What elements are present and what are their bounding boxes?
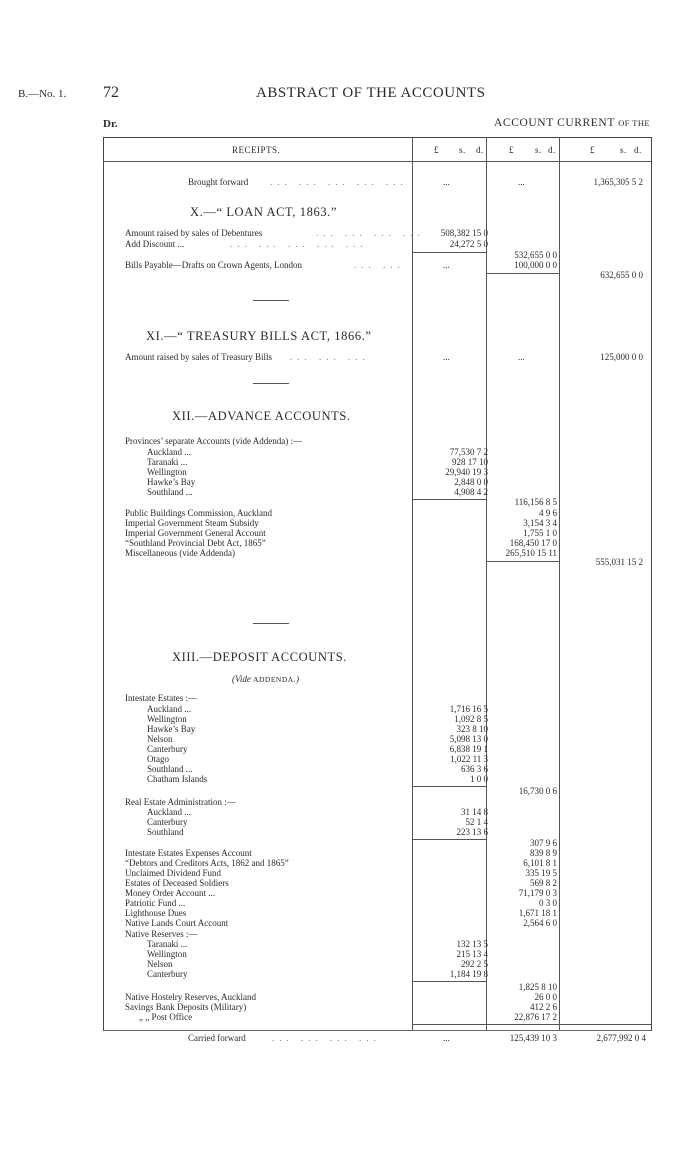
pence-header: d. <box>634 145 642 155</box>
ledger-amount: 22,876 17 2 <box>514 1012 557 1022</box>
ledger-amount: 52 1 4 <box>465 817 488 827</box>
carried-forward-col1: ... <box>443 1033 450 1043</box>
pence-header: d. <box>476 145 484 155</box>
brought-forward-col2: ... <box>518 177 525 187</box>
page-number: 72 <box>103 84 119 101</box>
province-label: Taranaki ... <box>147 457 188 467</box>
ledger-amount: 2,564 6 0 <box>523 918 557 928</box>
ledger-amount: 71,179 0 3 <box>518 888 557 898</box>
ledger-amount: 323 8 10 <box>456 724 488 734</box>
ledger-amount: 0 3 0 <box>539 898 557 908</box>
addenda-label: ADDENDA. <box>253 675 297 684</box>
ledger-amount: ... <box>443 352 450 362</box>
section-heading: X.—“ LOAN ACT, 1863.” <box>190 205 338 219</box>
province-label: Wellington <box>147 714 187 724</box>
column-rule <box>486 137 487 1030</box>
subsection-heading: Native Reserves :— <box>125 929 198 939</box>
ledger-amount: 6,838 19 1 <box>449 744 488 754</box>
shilling-header: s. <box>620 145 627 155</box>
province-label: Canterbury <box>147 817 188 827</box>
ledger-subtotal: 307 9 6 <box>530 838 557 848</box>
ledger-amount: 77,530 7 2 <box>449 447 488 457</box>
ledger-amount: 100,000 0 0 <box>514 260 557 270</box>
ledger-row-label: Public Buildings Commission, Auckland <box>125 508 273 518</box>
ledger-subtotal: 1,825 8 10 <box>518 982 557 992</box>
province-label: Hawke’s Bay <box>147 724 196 734</box>
subsection-heading: Real Estate Administration :— <box>125 797 236 807</box>
ledger-amount: 1,184 19 8 <box>449 969 488 979</box>
ledger-row-label: Native Hostelry Reserves, Auckland <box>125 992 256 1002</box>
pound-header: £ <box>590 145 595 155</box>
shilling-header: s. <box>459 145 466 155</box>
province-label: Taranaki ... <box>147 939 188 949</box>
leader-dots: ... ... ... ... <box>272 1033 381 1043</box>
section-divider <box>253 300 289 301</box>
province-label: Auckland ... <box>147 807 191 817</box>
subtotal-rule <box>412 786 486 787</box>
ledger-amount: 569 8 2 <box>530 878 557 888</box>
subtotal-rule <box>412 499 486 500</box>
debit-marker: Dr. <box>103 118 118 130</box>
pound-header: £ <box>434 145 439 155</box>
carried-forward-col2: 125,439 10 3 <box>509 1033 557 1043</box>
subsection-heading: Intestate Estates :— <box>125 693 197 703</box>
vide-label: Vide <box>235 674 251 684</box>
ledger-amount: 6,101 8 1 <box>523 858 557 868</box>
subtotal-rule <box>412 252 486 253</box>
bottom-rule <box>103 1030 651 1031</box>
shilling-header: s. <box>535 145 542 155</box>
ledger-amount: 132 13 5 <box>456 939 488 949</box>
document-reference: B.—No. 1. <box>18 88 67 100</box>
ledger-amount: 412 2 6 <box>530 1002 557 1012</box>
ledger-row-label: Money Order Account ... <box>125 888 215 898</box>
ledger-row-label: Add Discount ... <box>125 239 185 249</box>
ledger-row-label: Amount raised by sales of Debentures <box>125 228 263 238</box>
vide-addenda-note: (Vide ADDENDA.) <box>232 674 300 684</box>
page-title: ABSTRACT OF THE ACCOUNTS <box>256 85 486 101</box>
ledger-row-label: Bills Payable—Drafts on Crown Agents, London <box>125 260 302 270</box>
section-heading: XI.—“ TREASURY BILLS ACT, 1866.” <box>146 329 372 343</box>
ledger-row-label: Native Lands Court Account <box>125 918 229 928</box>
ledger-row-label: Amount raised by sales of Treasury Bills <box>125 352 272 362</box>
ledger-row-label: Intestate Estates Expenses Account <box>125 848 252 858</box>
section-divider <box>253 383 289 384</box>
ledger-amount: 1,022 11 3 <box>450 754 488 764</box>
province-label: Auckland ... <box>147 704 191 714</box>
column-rule <box>559 137 560 1030</box>
province-label: Auckland ... <box>147 447 191 457</box>
subtotal-rule <box>486 273 559 274</box>
province-label: Nelson <box>147 734 173 744</box>
province-label: Nelson <box>147 959 173 969</box>
ledger-amount: 1 0 0 <box>470 774 488 784</box>
ledger-amount: 292 2 5 <box>461 959 488 969</box>
province-label: Southland ... <box>147 764 193 774</box>
ledger-row-label: Patriotic Fund ... <box>125 898 186 908</box>
province-label: Hawke’s Bay <box>147 477 196 487</box>
section-heading: XIII.—DEPOSIT ACCOUNTS. <box>172 650 348 664</box>
ledger-row-label: Miscellaneous (vide Addenda) <box>125 548 235 558</box>
ledger-row-label: Savings Bank Deposits (Military) <box>125 1002 247 1012</box>
ledger-amount: 4 9 6 <box>539 508 557 518</box>
section-heading: XII.—ADVANCE ACCOUNTS. <box>172 409 351 423</box>
province-label: Wellington <box>147 467 187 477</box>
brought-forward-label: Brought forward <box>188 177 249 187</box>
receipts-column-header: RECEIPTS. <box>232 145 281 155</box>
ledger-amount: 29,940 19 3 <box>445 467 488 477</box>
ledger-amount: 24,272 5 0 <box>449 239 488 249</box>
section-divider <box>253 623 289 624</box>
leader-dots: ... ... ... <box>290 352 370 362</box>
pence-header: d. <box>548 145 556 155</box>
ledger-subtotal: 16,730 0 6 <box>518 786 557 796</box>
pound-header: £ <box>509 145 514 155</box>
column-rule <box>412 137 413 1030</box>
subtotal-rule <box>486 561 559 562</box>
ledger-amount: 1,671 18 1 <box>518 908 557 918</box>
ledger-amount: 5,098 13 0 <box>449 734 488 744</box>
carried-forward-rule <box>412 1024 651 1025</box>
province-label: Canterbury <box>147 744 188 754</box>
ledger-amount: 508,382 15 0 <box>440 228 488 238</box>
province-label: Canterbury <box>147 969 188 979</box>
ledger-subtotal: 116,156 8 5 <box>514 497 557 507</box>
leader-dots: ... ... ... ... ... <box>230 239 368 249</box>
province-label: Southland ... <box>147 487 193 497</box>
ledger-amount: 1,755 1 0 <box>523 528 557 538</box>
subtotal-rule <box>412 981 486 982</box>
ledger-row-label: “Debtors and Creditors Acts, 1862 and 1865” <box>125 858 289 868</box>
ledger-row-label: Unclaimed Dividend Fund <box>125 868 221 878</box>
ledger-amount: 26 0 0 <box>534 992 557 1002</box>
ledger-amount: 335 19 5 <box>525 868 557 878</box>
ledger-subtotal: 532,655 0 0 <box>514 250 557 260</box>
ledger-amount: 223 13 6 <box>456 827 488 837</box>
brought-forward-col1: ... <box>443 177 450 187</box>
province-label: Chatham Islands <box>147 774 208 784</box>
ledger-row-label: Estates of Deceased Soldiers <box>125 878 229 888</box>
account-current-heading <box>494 117 650 129</box>
ledger-row-label: “Southland Provincial Debt Act, 1865” <box>125 538 266 548</box>
ledger-amount: ... <box>443 260 450 270</box>
ledger-amount: 636 3 6 <box>461 764 488 774</box>
province-label: Southland <box>147 827 184 837</box>
header-rule <box>103 161 651 162</box>
ledger-row-label: Imperial Government Steam Subsidy <box>125 518 259 528</box>
ledger-amount: 265,510 15 11 <box>505 548 557 558</box>
leader-dots: ... ... <box>354 260 405 270</box>
leader-dots: ... ... ... ... <box>316 228 425 238</box>
ledger-row-label: Imperial Government General Account <box>125 528 266 538</box>
ledger-amount: 4,908 4 2 <box>454 487 488 497</box>
ledger-amount: 31 14 8 <box>461 807 488 817</box>
section-total: 555,031 15 2 <box>595 557 643 567</box>
ledger-amount: ... <box>518 352 525 362</box>
carried-forward-total: 2,677,992 0 4 <box>596 1033 646 1043</box>
ledger-amount: 215 13 4 <box>456 949 488 959</box>
ledger-amount: 3,154 3 4 <box>523 518 557 528</box>
brought-forward-total: 1,365,305 5 2 <box>593 177 643 187</box>
of-the-label: OF THE <box>618 118 650 128</box>
ledger-row-label: Lighthouse Dues <box>125 908 187 918</box>
ledger-amount: 1,716 16 5 <box>449 704 488 714</box>
subsection-heading: Provinces’ separate Accounts (vide Addenda) :— <box>125 436 303 446</box>
subtotal-rule <box>412 839 486 840</box>
leader-dots: ... ... ... ... ... <box>270 177 408 187</box>
ledger-amount: 168,450 17 0 <box>509 538 557 548</box>
section-total: 632,655 0 0 <box>600 270 643 280</box>
section-total: 125,000 0 0 <box>600 352 643 362</box>
province-label: Otago <box>147 754 169 764</box>
ledger-row-label: „ „ Post Office <box>139 1012 193 1022</box>
ledger-amount: 1,092 8 5 <box>454 714 488 724</box>
ledger-amount: 928 17 10 <box>452 457 488 467</box>
province-label: Wellington <box>147 949 187 959</box>
carried-forward-label: Carried forward <box>188 1033 246 1043</box>
ledger-amount: 2,848 0 0 <box>454 477 488 487</box>
account-current-label: ACCOUNT CURRENT <box>494 117 615 129</box>
ledger-amount: 839 8 9 <box>530 848 557 858</box>
